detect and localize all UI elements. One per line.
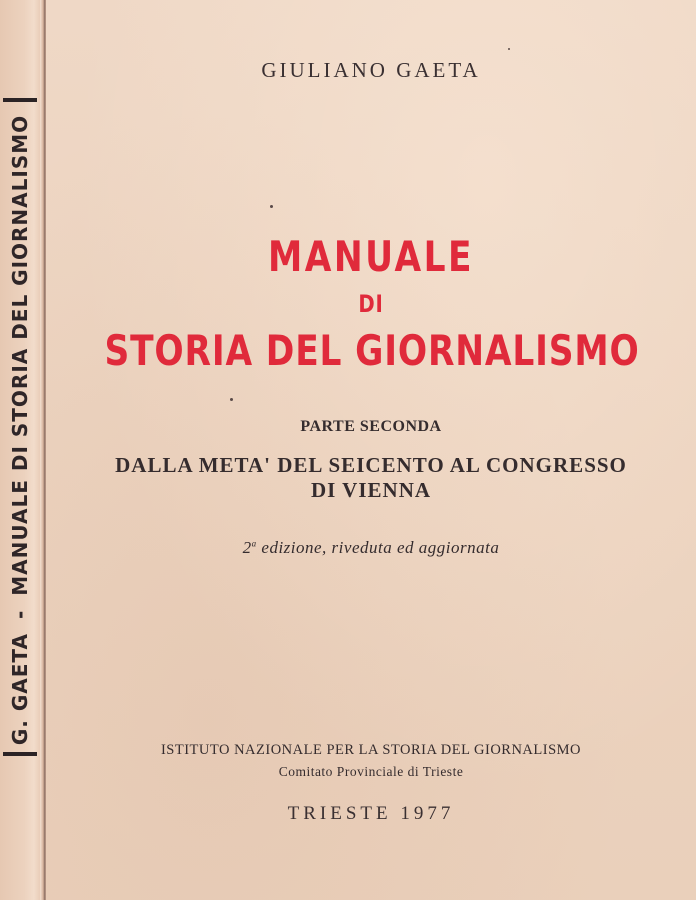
spine-title: MANUALE DI STORIA DEL GIORNALISMO [8,114,32,596]
publisher-name: ISTITUTO NAZIONALE PER LA STORIA DEL GIORNALISMO [160,742,582,758]
publisher-subname: Comitato Provinciale di Trieste [278,764,464,779]
title-line-3: STORIA DEL GIORNALISMO [104,326,640,375]
subtitle-line-2: DI VIENNA [310,478,432,502]
spine-text [8,115,32,745]
spine-rule-bottom [3,752,37,756]
spine-author: G. GAETA [8,633,32,746]
front-cover [46,0,696,900]
ink-speck [508,48,510,50]
ink-speck [230,398,233,401]
spine-rule-top [3,98,37,102]
spine-separator: - [8,609,32,620]
edition-superscript: a [251,538,257,549]
ink-speck [270,205,273,208]
author-name: GIULIANO GAETA [261,58,481,82]
edition-text: edizione, riveduta ed aggiornata [256,538,500,557]
title-line-1: MANUALE [267,232,474,281]
part-label: PARTE SECONDA [300,418,442,435]
edition-number: 2 [242,538,252,557]
edition-note [46,538,696,558]
place-year: TRIESTE 1977 [287,803,455,824]
subtitle-line-1: DALLA META' DEL SEICENTO AL CONGRESSO [115,453,627,477]
title-line-2: DI [358,290,384,318]
book-spine [0,0,40,900]
